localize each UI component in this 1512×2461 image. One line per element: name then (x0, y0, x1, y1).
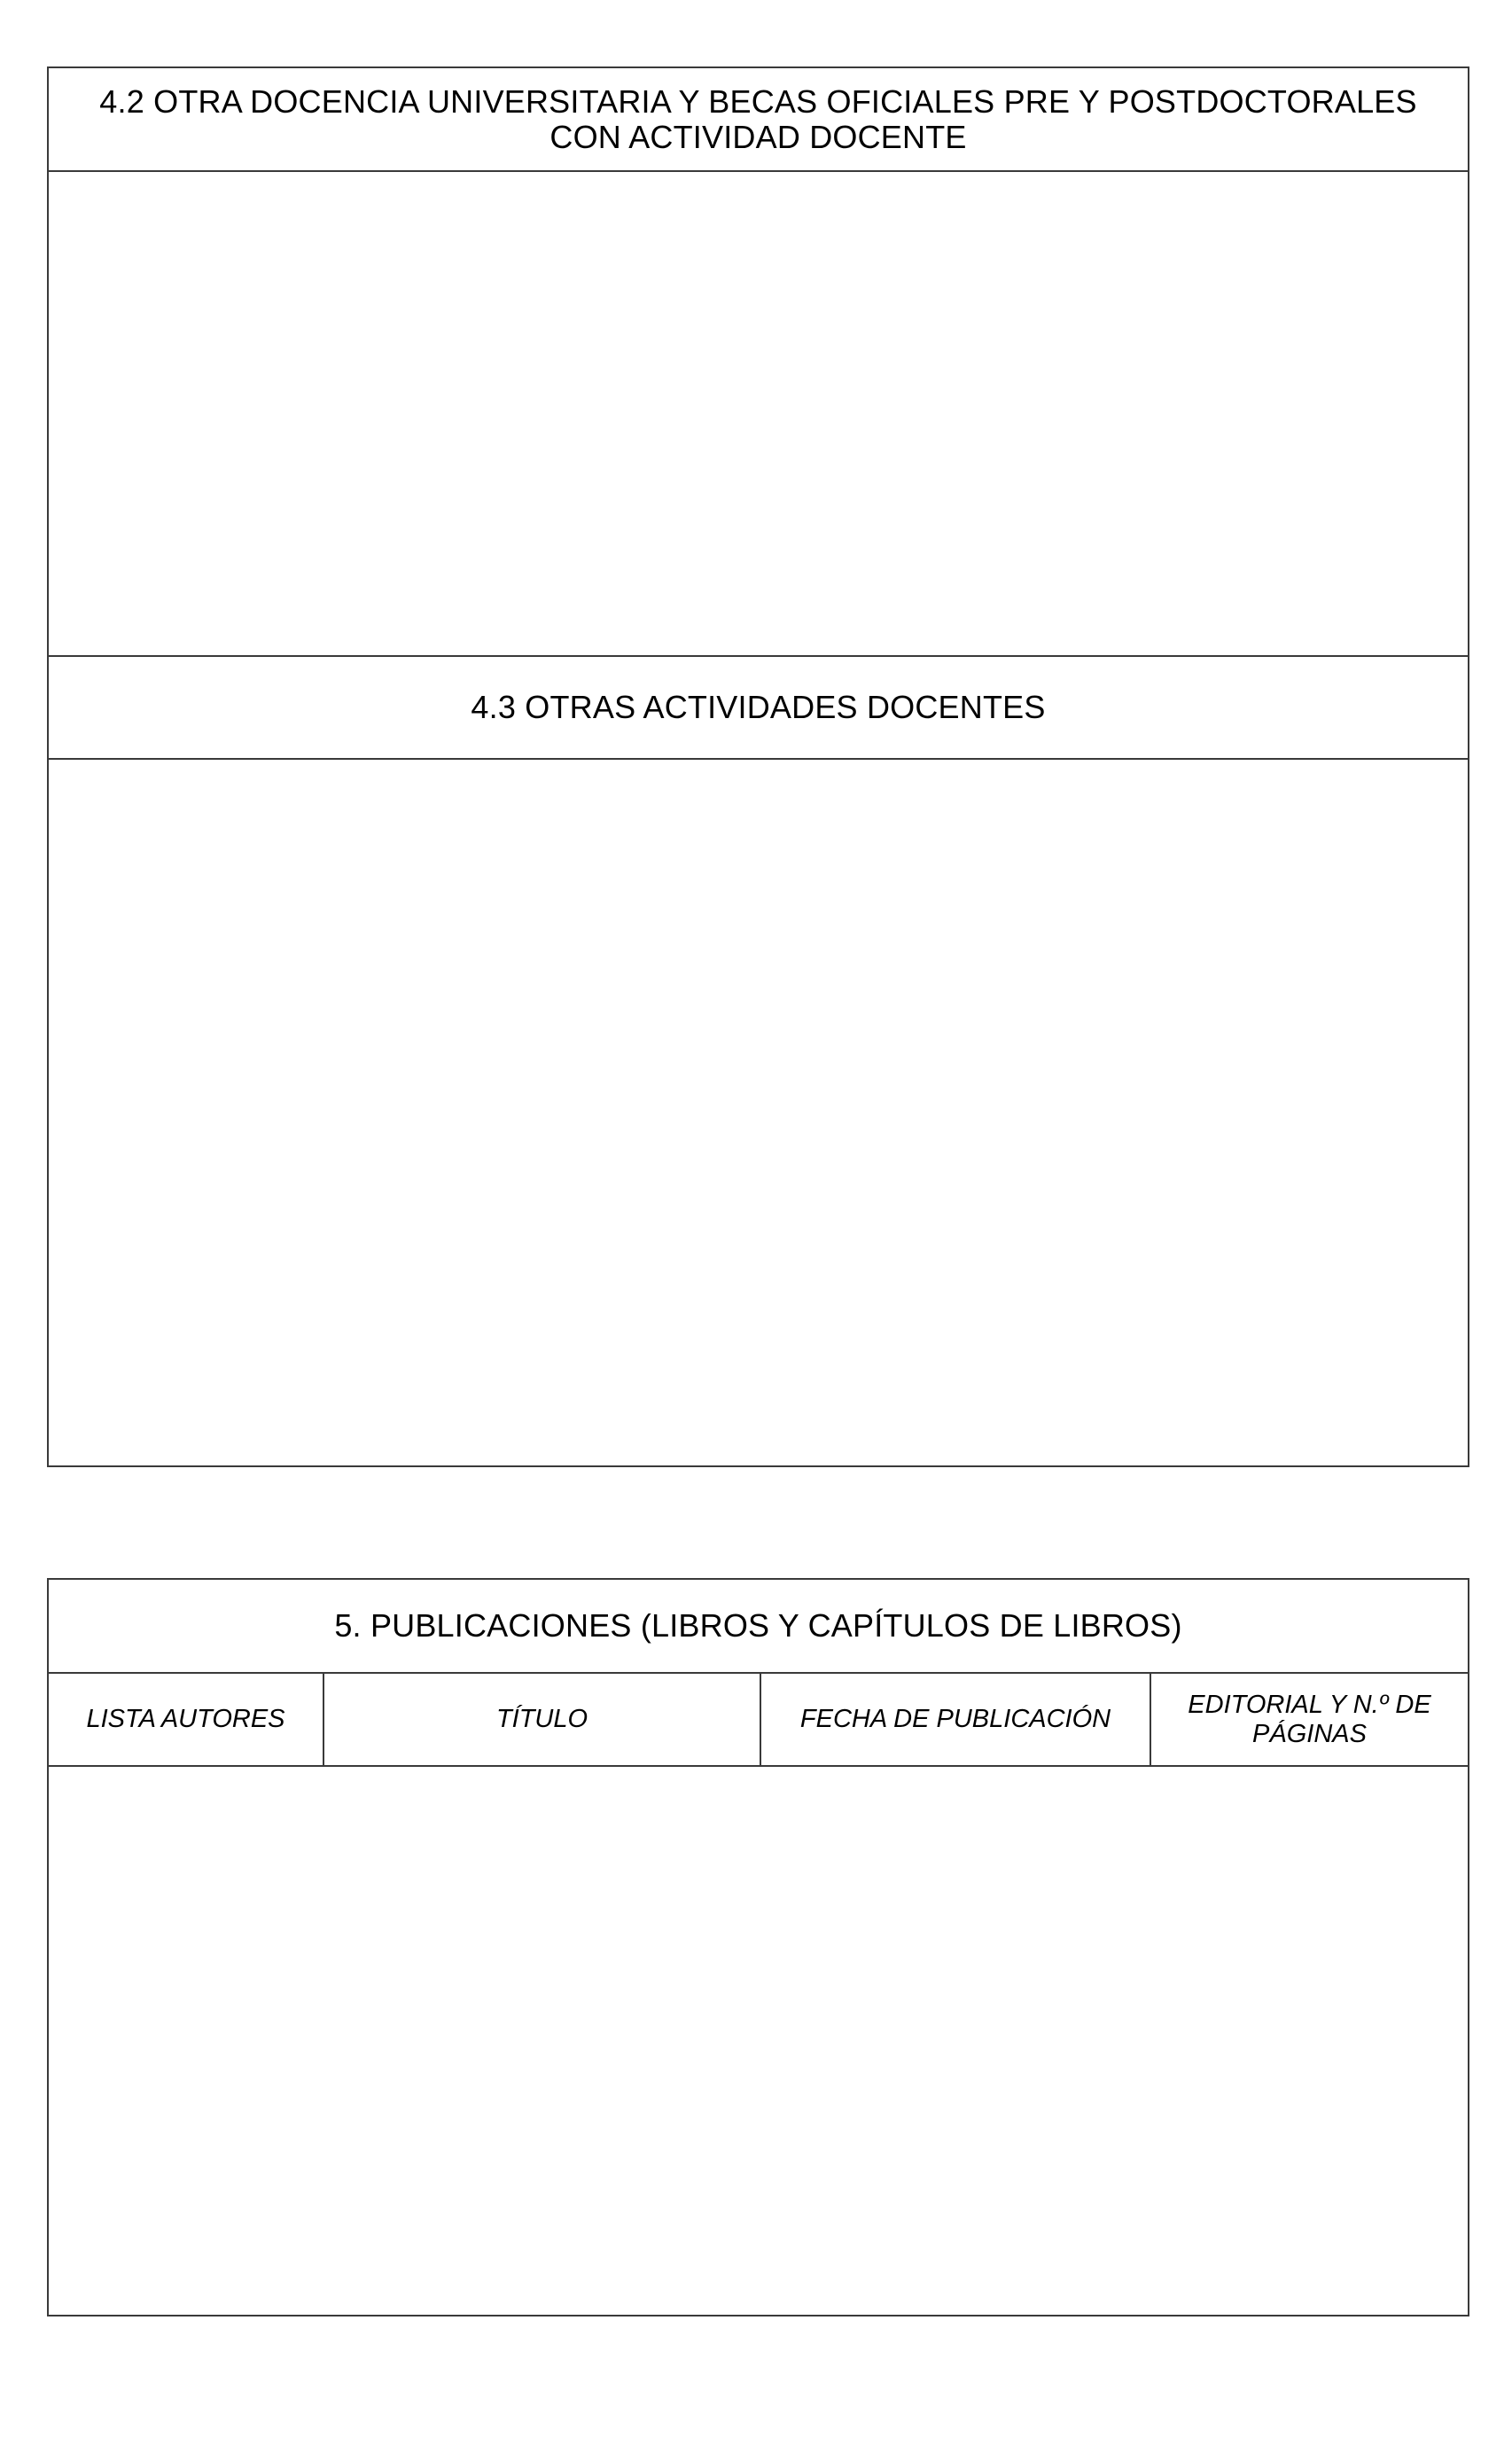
section-5-title: 5. PUBLICACIONES (LIBROS Y CAPÍTULOS DE LIBROS) (334, 1607, 1182, 1644)
column-header-publication-date: FECHA DE PUBLICACIÓN (799, 1705, 1111, 1733)
section-4-2-title-line1: 4.2 OTRA DOCENCIA UNIVERSITARIA Y BECAS OFICIALES PRE Y POSTDOCTORALES (99, 82, 1417, 120)
publications-form (47, 1578, 1469, 2316)
column-header-authors: LISTA AUTORES (86, 1705, 285, 1733)
section-4-2-title-line2: CON ACTIVIDAD DOCENTE (549, 118, 967, 155)
section-4-3-content-area[interactable] (49, 760, 1468, 1465)
section-4-2-title (49, 68, 1468, 170)
section-4-2-content-area[interactable] (49, 172, 1468, 655)
column-header-publisher-pages: EDITORIAL Y N.º DE PÁGINAS (1188, 1690, 1431, 1748)
section-4-3-title: 4.3 OTRAS ACTIVIDADES DOCENTES (471, 689, 1046, 725)
column-header-title: TÍTULO (495, 1705, 588, 1733)
section-5-content-area[interactable] (49, 1767, 1468, 2315)
teaching-activities-form (47, 66, 1469, 1467)
